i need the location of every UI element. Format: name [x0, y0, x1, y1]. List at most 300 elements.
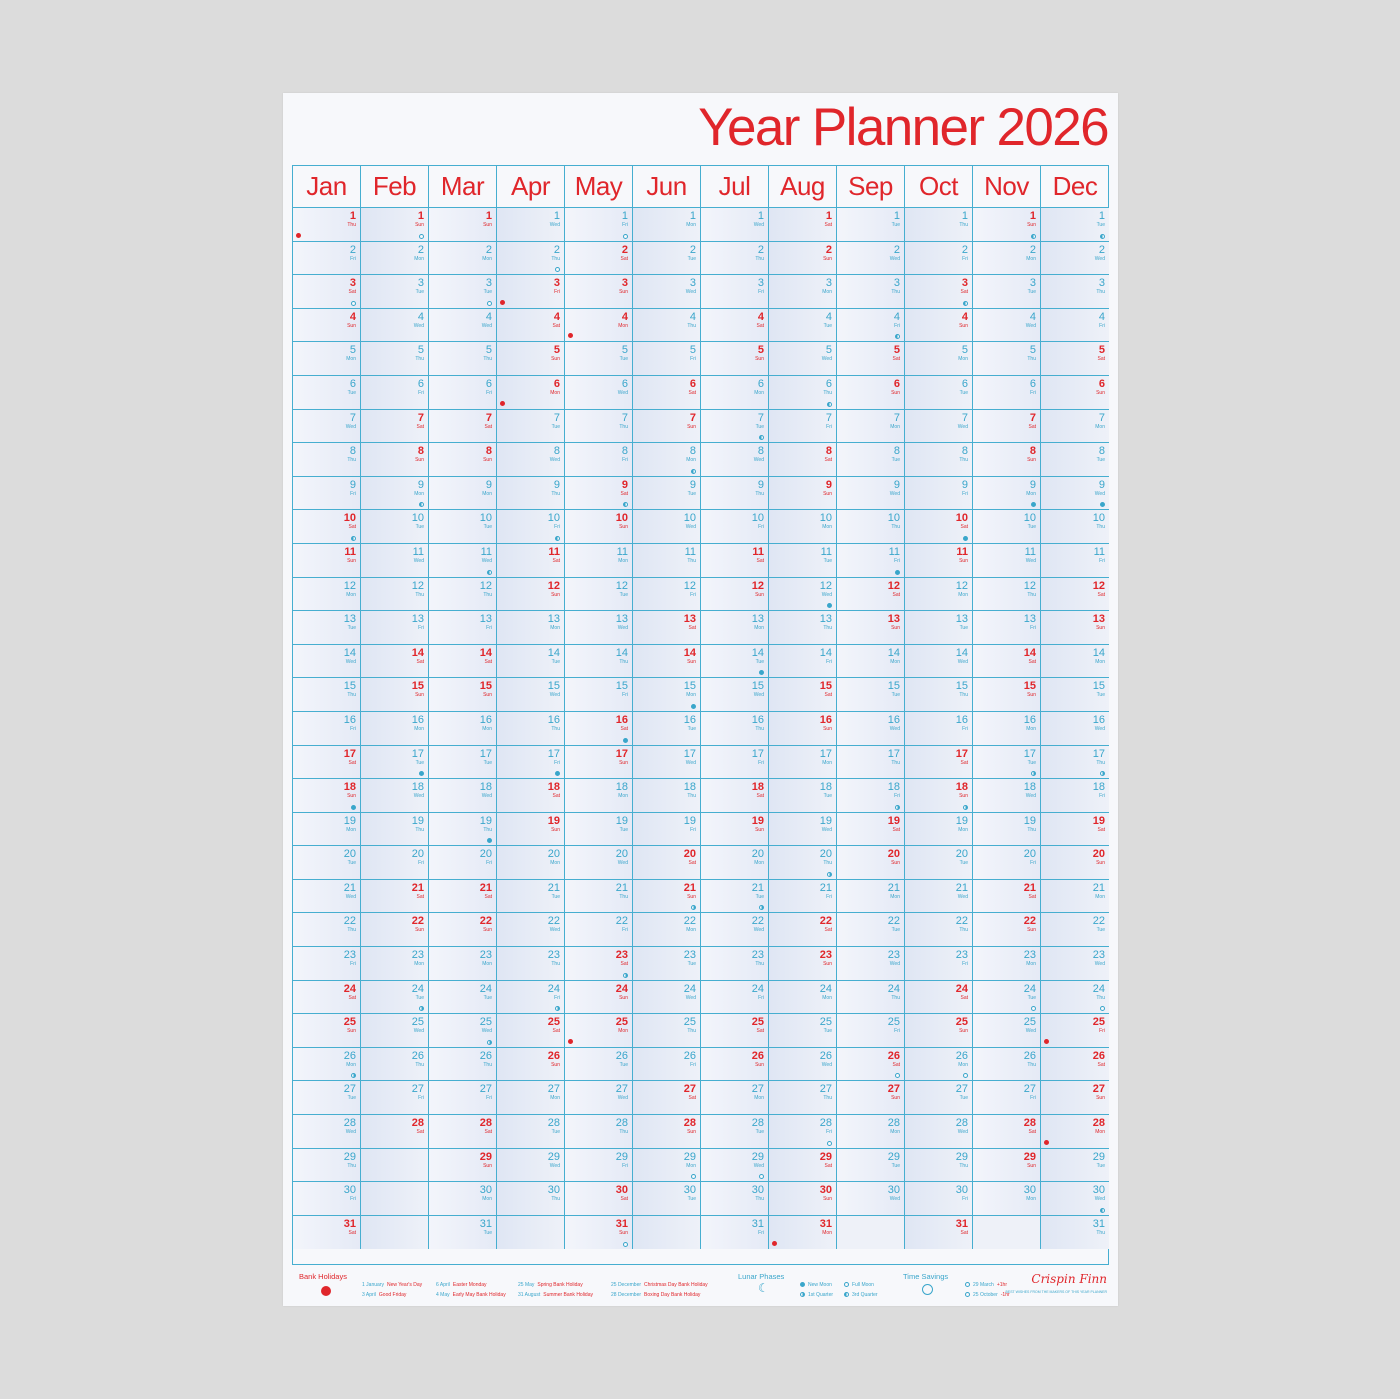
- day-cell-mar-14[interactable]: [429, 645, 497, 679]
- day-cell-mar-19[interactable]: [429, 813, 497, 847]
- day-cell-dec-3[interactable]: [1041, 275, 1109, 309]
- day-cell-dec-9[interactable]: [1041, 477, 1109, 511]
- day-cell-sep-1[interactable]: [837, 208, 905, 242]
- day-cell-jan-27[interactable]: [293, 1081, 361, 1115]
- day-cell-dec-10[interactable]: [1041, 510, 1109, 544]
- day-cell-oct-8[interactable]: [905, 443, 973, 477]
- day-cell-jul-1[interactable]: [701, 208, 769, 242]
- day-cell-aug-18[interactable]: [769, 779, 837, 813]
- day-cell-sep-17[interactable]: [837, 746, 905, 780]
- day-cell-apr-25[interactable]: [497, 1014, 565, 1048]
- day-cell-feb-2[interactable]: [361, 242, 429, 276]
- day-cell-dec-22[interactable]: [1041, 913, 1109, 947]
- day-cell-dec-25[interactable]: [1041, 1014, 1109, 1048]
- day-cell-may-21[interactable]: [565, 880, 633, 914]
- day-cell-may-20[interactable]: [565, 846, 633, 880]
- day-cell-jun-8[interactable]: [633, 443, 701, 477]
- day-cell-may-10[interactable]: [565, 510, 633, 544]
- day-cell-nov-26[interactable]: [973, 1048, 1041, 1082]
- day-cell-may-23[interactable]: [565, 947, 633, 981]
- day-cell-mar-27[interactable]: [429, 1081, 497, 1115]
- day-cell-oct-6[interactable]: [905, 376, 973, 410]
- day-cell-jul-18[interactable]: [701, 779, 769, 813]
- day-cell-jul-11[interactable]: [701, 544, 769, 578]
- day-cell-apr-16[interactable]: [497, 712, 565, 746]
- day-cell-jun-16[interactable]: [633, 712, 701, 746]
- day-cell-nov-30[interactable]: [973, 1182, 1041, 1216]
- day-cell-aug-12[interactable]: [769, 578, 837, 612]
- day-cell-mar-22[interactable]: [429, 913, 497, 947]
- day-cell-oct-31[interactable]: [905, 1216, 973, 1250]
- day-cell-oct-3[interactable]: [905, 275, 973, 309]
- day-cell-jun-10[interactable]: [633, 510, 701, 544]
- day-cell-sep-5[interactable]: [837, 342, 905, 376]
- day-cell-dec-6[interactable]: [1041, 376, 1109, 410]
- day-cell-feb-18[interactable]: [361, 779, 429, 813]
- day-cell-jan-7[interactable]: [293, 410, 361, 444]
- day-cell-aug-8[interactable]: [769, 443, 837, 477]
- day-cell-nov-25[interactable]: [973, 1014, 1041, 1048]
- day-cell-sep-12[interactable]: [837, 578, 905, 612]
- day-cell-nov-11[interactable]: [973, 544, 1041, 578]
- day-cell-mar-18[interactable]: [429, 779, 497, 813]
- day-cell-jul-2[interactable]: [701, 242, 769, 276]
- day-cell-dec-21[interactable]: [1041, 880, 1109, 914]
- day-cell-jun-28[interactable]: [633, 1115, 701, 1149]
- day-cell-mar-9[interactable]: [429, 477, 497, 511]
- day-cell-aug-30[interactable]: [769, 1182, 837, 1216]
- day-cell-jul-19[interactable]: [701, 813, 769, 847]
- day-cell-dec-13[interactable]: [1041, 611, 1109, 645]
- day-cell-mar-20[interactable]: [429, 846, 497, 880]
- day-cell-nov-19[interactable]: [973, 813, 1041, 847]
- day-cell-nov-22[interactable]: [973, 913, 1041, 947]
- day-cell-sep-15[interactable]: [837, 678, 905, 712]
- day-cell-feb-28[interactable]: [361, 1115, 429, 1149]
- day-cell-mar-5[interactable]: [429, 342, 497, 376]
- day-cell-jun-13[interactable]: [633, 611, 701, 645]
- day-cell-aug-2[interactable]: [769, 242, 837, 276]
- day-cell-feb-12[interactable]: [361, 578, 429, 612]
- day-cell-jan-28[interactable]: [293, 1115, 361, 1149]
- day-cell-jul-27[interactable]: [701, 1081, 769, 1115]
- day-cell-dec-31[interactable]: [1041, 1216, 1109, 1250]
- day-cell-mar-7[interactable]: [429, 410, 497, 444]
- day-cell-jan-4[interactable]: [293, 309, 361, 343]
- day-cell-dec-4[interactable]: [1041, 309, 1109, 343]
- day-cell-jan-9[interactable]: [293, 477, 361, 511]
- day-cell-aug-15[interactable]: [769, 678, 837, 712]
- day-cell-mar-13[interactable]: [429, 611, 497, 645]
- day-cell-nov-7[interactable]: [973, 410, 1041, 444]
- day-cell-jul-23[interactable]: [701, 947, 769, 981]
- day-cell-mar-10[interactable]: [429, 510, 497, 544]
- day-cell-mar-2[interactable]: [429, 242, 497, 276]
- day-cell-feb-4[interactable]: [361, 309, 429, 343]
- day-cell-jul-5[interactable]: [701, 342, 769, 376]
- day-cell-oct-26[interactable]: [905, 1048, 973, 1082]
- day-cell-aug-16[interactable]: [769, 712, 837, 746]
- day-cell-jul-12[interactable]: [701, 578, 769, 612]
- day-cell-nov-17[interactable]: [973, 746, 1041, 780]
- day-cell-may-3[interactable]: [565, 275, 633, 309]
- day-cell-jan-3[interactable]: [293, 275, 361, 309]
- day-cell-jul-21[interactable]: [701, 880, 769, 914]
- day-cell-oct-29[interactable]: [905, 1149, 973, 1183]
- day-cell-jul-31[interactable]: [701, 1216, 769, 1250]
- day-cell-sep-19[interactable]: [837, 813, 905, 847]
- day-cell-jun-23[interactable]: [633, 947, 701, 981]
- day-cell-aug-26[interactable]: [769, 1048, 837, 1082]
- day-cell-oct-14[interactable]: [905, 645, 973, 679]
- day-cell-may-11[interactable]: [565, 544, 633, 578]
- day-cell-apr-6[interactable]: [497, 376, 565, 410]
- day-cell-aug-3[interactable]: [769, 275, 837, 309]
- day-cell-jan-22[interactable]: [293, 913, 361, 947]
- day-cell-dec-1[interactable]: [1041, 208, 1109, 242]
- day-cell-jan-24[interactable]: [293, 981, 361, 1015]
- day-cell-jun-6[interactable]: [633, 376, 701, 410]
- day-cell-jul-24[interactable]: [701, 981, 769, 1015]
- day-cell-feb-14[interactable]: [361, 645, 429, 679]
- day-cell-aug-20[interactable]: [769, 846, 837, 880]
- day-cell-mar-31[interactable]: [429, 1216, 497, 1250]
- day-cell-dec-12[interactable]: [1041, 578, 1109, 612]
- day-cell-sep-6[interactable]: [837, 376, 905, 410]
- day-cell-sep-9[interactable]: [837, 477, 905, 511]
- day-cell-mar-3[interactable]: [429, 275, 497, 309]
- day-cell-aug-31[interactable]: [769, 1216, 837, 1250]
- day-cell-oct-16[interactable]: [905, 712, 973, 746]
- day-cell-aug-17[interactable]: [769, 746, 837, 780]
- day-cell-sep-28[interactable]: [837, 1115, 905, 1149]
- day-cell-oct-17[interactable]: [905, 746, 973, 780]
- day-cell-feb-23[interactable]: [361, 947, 429, 981]
- day-cell-feb-15[interactable]: [361, 678, 429, 712]
- day-cell-mar-24[interactable]: [429, 981, 497, 1015]
- day-cell-aug-29[interactable]: [769, 1149, 837, 1183]
- day-cell-apr-7[interactable]: [497, 410, 565, 444]
- day-cell-jul-15[interactable]: [701, 678, 769, 712]
- day-cell-jul-17[interactable]: [701, 746, 769, 780]
- day-cell-oct-5[interactable]: [905, 342, 973, 376]
- day-cell-nov-3[interactable]: [973, 275, 1041, 309]
- day-cell-mar-17[interactable]: [429, 746, 497, 780]
- day-cell-may-26[interactable]: [565, 1048, 633, 1082]
- day-cell-dec-20[interactable]: [1041, 846, 1109, 880]
- day-cell-mar-16[interactable]: [429, 712, 497, 746]
- day-cell-jun-26[interactable]: [633, 1048, 701, 1082]
- day-cell-may-14[interactable]: [565, 645, 633, 679]
- day-cell-sep-14[interactable]: [837, 645, 905, 679]
- day-cell-mar-30[interactable]: [429, 1182, 497, 1216]
- day-cell-may-6[interactable]: [565, 376, 633, 410]
- day-cell-sep-22[interactable]: [837, 913, 905, 947]
- day-cell-sep-3[interactable]: [837, 275, 905, 309]
- day-cell-oct-24[interactable]: [905, 981, 973, 1015]
- day-cell-apr-5[interactable]: [497, 342, 565, 376]
- day-cell-nov-21[interactable]: [973, 880, 1041, 914]
- day-cell-jul-3[interactable]: [701, 275, 769, 309]
- day-cell-apr-19[interactable]: [497, 813, 565, 847]
- day-cell-jan-20[interactable]: [293, 846, 361, 880]
- day-cell-apr-26[interactable]: [497, 1048, 565, 1082]
- day-cell-may-25[interactable]: [565, 1014, 633, 1048]
- day-cell-jan-29[interactable]: [293, 1149, 361, 1183]
- day-cell-sep-18[interactable]: [837, 779, 905, 813]
- day-cell-oct-28[interactable]: [905, 1115, 973, 1149]
- day-cell-apr-27[interactable]: [497, 1081, 565, 1115]
- day-cell-may-18[interactable]: [565, 779, 633, 813]
- day-cell-jul-30[interactable]: [701, 1182, 769, 1216]
- day-cell-feb-22[interactable]: [361, 913, 429, 947]
- day-cell-jul-29[interactable]: [701, 1149, 769, 1183]
- day-cell-dec-11[interactable]: [1041, 544, 1109, 578]
- day-cell-jan-18[interactable]: [293, 779, 361, 813]
- day-cell-jan-5[interactable]: [293, 342, 361, 376]
- day-cell-jun-5[interactable]: [633, 342, 701, 376]
- day-cell-nov-10[interactable]: [973, 510, 1041, 544]
- day-cell-may-27[interactable]: [565, 1081, 633, 1115]
- day-cell-apr-20[interactable]: [497, 846, 565, 880]
- day-cell-sep-27[interactable]: [837, 1081, 905, 1115]
- day-cell-jun-15[interactable]: [633, 678, 701, 712]
- day-cell-oct-22[interactable]: [905, 913, 973, 947]
- day-cell-nov-23[interactable]: [973, 947, 1041, 981]
- day-cell-oct-4[interactable]: [905, 309, 973, 343]
- day-cell-nov-28[interactable]: [973, 1115, 1041, 1149]
- day-cell-feb-27[interactable]: [361, 1081, 429, 1115]
- day-cell-jan-1[interactable]: [293, 208, 361, 242]
- day-cell-apr-3[interactable]: [497, 275, 565, 309]
- day-cell-apr-1[interactable]: [497, 208, 565, 242]
- day-cell-jun-11[interactable]: [633, 544, 701, 578]
- day-cell-dec-14[interactable]: [1041, 645, 1109, 679]
- day-cell-aug-23[interactable]: [769, 947, 837, 981]
- day-cell-nov-4[interactable]: [973, 309, 1041, 343]
- day-cell-feb-20[interactable]: [361, 846, 429, 880]
- day-cell-oct-1[interactable]: [905, 208, 973, 242]
- day-cell-apr-30[interactable]: [497, 1182, 565, 1216]
- day-cell-dec-29[interactable]: [1041, 1149, 1109, 1183]
- day-cell-mar-29[interactable]: [429, 1149, 497, 1183]
- day-cell-jun-2[interactable]: [633, 242, 701, 276]
- day-cell-dec-28[interactable]: [1041, 1115, 1109, 1149]
- day-cell-sep-13[interactable]: [837, 611, 905, 645]
- day-cell-jun-17[interactable]: [633, 746, 701, 780]
- day-cell-mar-28[interactable]: [429, 1115, 497, 1149]
- day-cell-jan-19[interactable]: [293, 813, 361, 847]
- day-cell-jul-22[interactable]: [701, 913, 769, 947]
- day-cell-oct-12[interactable]: [905, 578, 973, 612]
- day-cell-apr-17[interactable]: [497, 746, 565, 780]
- day-cell-sep-16[interactable]: [837, 712, 905, 746]
- day-cell-mar-8[interactable]: [429, 443, 497, 477]
- day-cell-feb-5[interactable]: [361, 342, 429, 376]
- day-cell-apr-15[interactable]: [497, 678, 565, 712]
- day-cell-nov-20[interactable]: [973, 846, 1041, 880]
- day-cell-jun-12[interactable]: [633, 578, 701, 612]
- day-cell-dec-19[interactable]: [1041, 813, 1109, 847]
- day-cell-sep-26[interactable]: [837, 1048, 905, 1082]
- day-cell-jul-6[interactable]: [701, 376, 769, 410]
- day-cell-feb-17[interactable]: [361, 746, 429, 780]
- day-cell-apr-12[interactable]: [497, 578, 565, 612]
- day-cell-aug-28[interactable]: [769, 1115, 837, 1149]
- day-cell-jul-8[interactable]: [701, 443, 769, 477]
- day-cell-feb-11[interactable]: [361, 544, 429, 578]
- day-cell-oct-30[interactable]: [905, 1182, 973, 1216]
- day-cell-apr-14[interactable]: [497, 645, 565, 679]
- day-cell-jan-11[interactable]: [293, 544, 361, 578]
- day-cell-jan-2[interactable]: [293, 242, 361, 276]
- day-cell-dec-24[interactable]: [1041, 981, 1109, 1015]
- day-cell-may-17[interactable]: [565, 746, 633, 780]
- day-cell-jun-25[interactable]: [633, 1014, 701, 1048]
- day-cell-may-12[interactable]: [565, 578, 633, 612]
- day-cell-mar-11[interactable]: [429, 544, 497, 578]
- day-cell-may-28[interactable]: [565, 1115, 633, 1149]
- day-cell-oct-2[interactable]: [905, 242, 973, 276]
- day-cell-dec-16[interactable]: [1041, 712, 1109, 746]
- day-cell-nov-24[interactable]: [973, 981, 1041, 1015]
- day-cell-dec-8[interactable]: [1041, 443, 1109, 477]
- day-cell-nov-29[interactable]: [973, 1149, 1041, 1183]
- day-cell-aug-1[interactable]: [769, 208, 837, 242]
- day-cell-jan-6[interactable]: [293, 376, 361, 410]
- day-cell-sep-2[interactable]: [837, 242, 905, 276]
- day-cell-feb-26[interactable]: [361, 1048, 429, 1082]
- day-cell-may-2[interactable]: [565, 242, 633, 276]
- day-cell-sep-20[interactable]: [837, 846, 905, 880]
- day-cell-feb-9[interactable]: [361, 477, 429, 511]
- day-cell-oct-19[interactable]: [905, 813, 973, 847]
- day-cell-mar-26[interactable]: [429, 1048, 497, 1082]
- day-cell-oct-20[interactable]: [905, 846, 973, 880]
- day-cell-aug-10[interactable]: [769, 510, 837, 544]
- day-cell-jan-10[interactable]: [293, 510, 361, 544]
- day-cell-jul-20[interactable]: [701, 846, 769, 880]
- day-cell-jan-15[interactable]: [293, 678, 361, 712]
- day-cell-aug-5[interactable]: [769, 342, 837, 376]
- day-cell-may-13[interactable]: [565, 611, 633, 645]
- day-cell-jul-9[interactable]: [701, 477, 769, 511]
- day-cell-jan-25[interactable]: [293, 1014, 361, 1048]
- day-cell-may-30[interactable]: [565, 1182, 633, 1216]
- day-cell-jun-7[interactable]: [633, 410, 701, 444]
- day-cell-jun-22[interactable]: [633, 913, 701, 947]
- day-cell-dec-18[interactable]: [1041, 779, 1109, 813]
- day-cell-oct-11[interactable]: [905, 544, 973, 578]
- day-cell-jun-3[interactable]: [633, 275, 701, 309]
- day-cell-may-8[interactable]: [565, 443, 633, 477]
- day-cell-feb-19[interactable]: [361, 813, 429, 847]
- day-cell-feb-24[interactable]: [361, 981, 429, 1015]
- day-cell-nov-6[interactable]: [973, 376, 1041, 410]
- day-cell-jan-12[interactable]: [293, 578, 361, 612]
- day-cell-aug-25[interactable]: [769, 1014, 837, 1048]
- day-cell-oct-18[interactable]: [905, 779, 973, 813]
- day-cell-oct-10[interactable]: [905, 510, 973, 544]
- day-cell-jul-28[interactable]: [701, 1115, 769, 1149]
- day-cell-may-15[interactable]: [565, 678, 633, 712]
- day-cell-jan-8[interactable]: [293, 443, 361, 477]
- day-cell-nov-15[interactable]: [973, 678, 1041, 712]
- day-cell-sep-4[interactable]: [837, 309, 905, 343]
- day-cell-nov-2[interactable]: [973, 242, 1041, 276]
- day-cell-nov-1[interactable]: [973, 208, 1041, 242]
- day-cell-mar-12[interactable]: [429, 578, 497, 612]
- day-cell-dec-26[interactable]: [1041, 1048, 1109, 1082]
- day-cell-mar-25[interactable]: [429, 1014, 497, 1048]
- day-cell-jan-16[interactable]: [293, 712, 361, 746]
- day-cell-sep-30[interactable]: [837, 1182, 905, 1216]
- day-cell-jun-29[interactable]: [633, 1149, 701, 1183]
- day-cell-apr-8[interactable]: [497, 443, 565, 477]
- day-cell-jan-31[interactable]: [293, 1216, 361, 1250]
- day-cell-apr-11[interactable]: [497, 544, 565, 578]
- day-cell-may-9[interactable]: [565, 477, 633, 511]
- day-cell-jul-7[interactable]: [701, 410, 769, 444]
- day-cell-sep-11[interactable]: [837, 544, 905, 578]
- day-cell-sep-24[interactable]: [837, 981, 905, 1015]
- day-cell-feb-1[interactable]: [361, 208, 429, 242]
- day-cell-jan-17[interactable]: [293, 746, 361, 780]
- day-cell-apr-22[interactable]: [497, 913, 565, 947]
- day-cell-aug-11[interactable]: [769, 544, 837, 578]
- day-cell-nov-8[interactable]: [973, 443, 1041, 477]
- day-cell-nov-27[interactable]: [973, 1081, 1041, 1115]
- day-cell-apr-2[interactable]: [497, 242, 565, 276]
- day-cell-apr-18[interactable]: [497, 779, 565, 813]
- day-cell-aug-22[interactable]: [769, 913, 837, 947]
- day-cell-oct-7[interactable]: [905, 410, 973, 444]
- day-cell-jan-23[interactable]: [293, 947, 361, 981]
- day-cell-dec-2[interactable]: [1041, 242, 1109, 276]
- day-cell-feb-6[interactable]: [361, 376, 429, 410]
- day-cell-aug-6[interactable]: [769, 376, 837, 410]
- day-cell-mar-6[interactable]: [429, 376, 497, 410]
- day-cell-aug-7[interactable]: [769, 410, 837, 444]
- day-cell-dec-27[interactable]: [1041, 1081, 1109, 1115]
- day-cell-nov-18[interactable]: [973, 779, 1041, 813]
- day-cell-jan-14[interactable]: [293, 645, 361, 679]
- day-cell-jan-26[interactable]: [293, 1048, 361, 1082]
- day-cell-mar-1[interactable]: [429, 208, 497, 242]
- day-cell-sep-8[interactable]: [837, 443, 905, 477]
- day-cell-mar-23[interactable]: [429, 947, 497, 981]
- day-cell-may-1[interactable]: [565, 208, 633, 242]
- day-cell-feb-3[interactable]: [361, 275, 429, 309]
- day-cell-nov-13[interactable]: [973, 611, 1041, 645]
- day-cell-apr-9[interactable]: [497, 477, 565, 511]
- day-cell-jul-10[interactable]: [701, 510, 769, 544]
- day-cell-jun-1[interactable]: [633, 208, 701, 242]
- day-cell-dec-23[interactable]: [1041, 947, 1109, 981]
- day-cell-jul-25[interactable]: [701, 1014, 769, 1048]
- day-cell-nov-14[interactable]: [973, 645, 1041, 679]
- day-cell-jul-14[interactable]: [701, 645, 769, 679]
- day-cell-jul-26[interactable]: [701, 1048, 769, 1082]
- day-cell-feb-16[interactable]: [361, 712, 429, 746]
- day-cell-apr-13[interactable]: [497, 611, 565, 645]
- day-cell-jan-13[interactable]: [293, 611, 361, 645]
- day-cell-apr-28[interactable]: [497, 1115, 565, 1149]
- day-cell-oct-13[interactable]: [905, 611, 973, 645]
- day-cell-jun-30[interactable]: [633, 1182, 701, 1216]
- day-cell-feb-7[interactable]: [361, 410, 429, 444]
- day-cell-may-24[interactable]: [565, 981, 633, 1015]
